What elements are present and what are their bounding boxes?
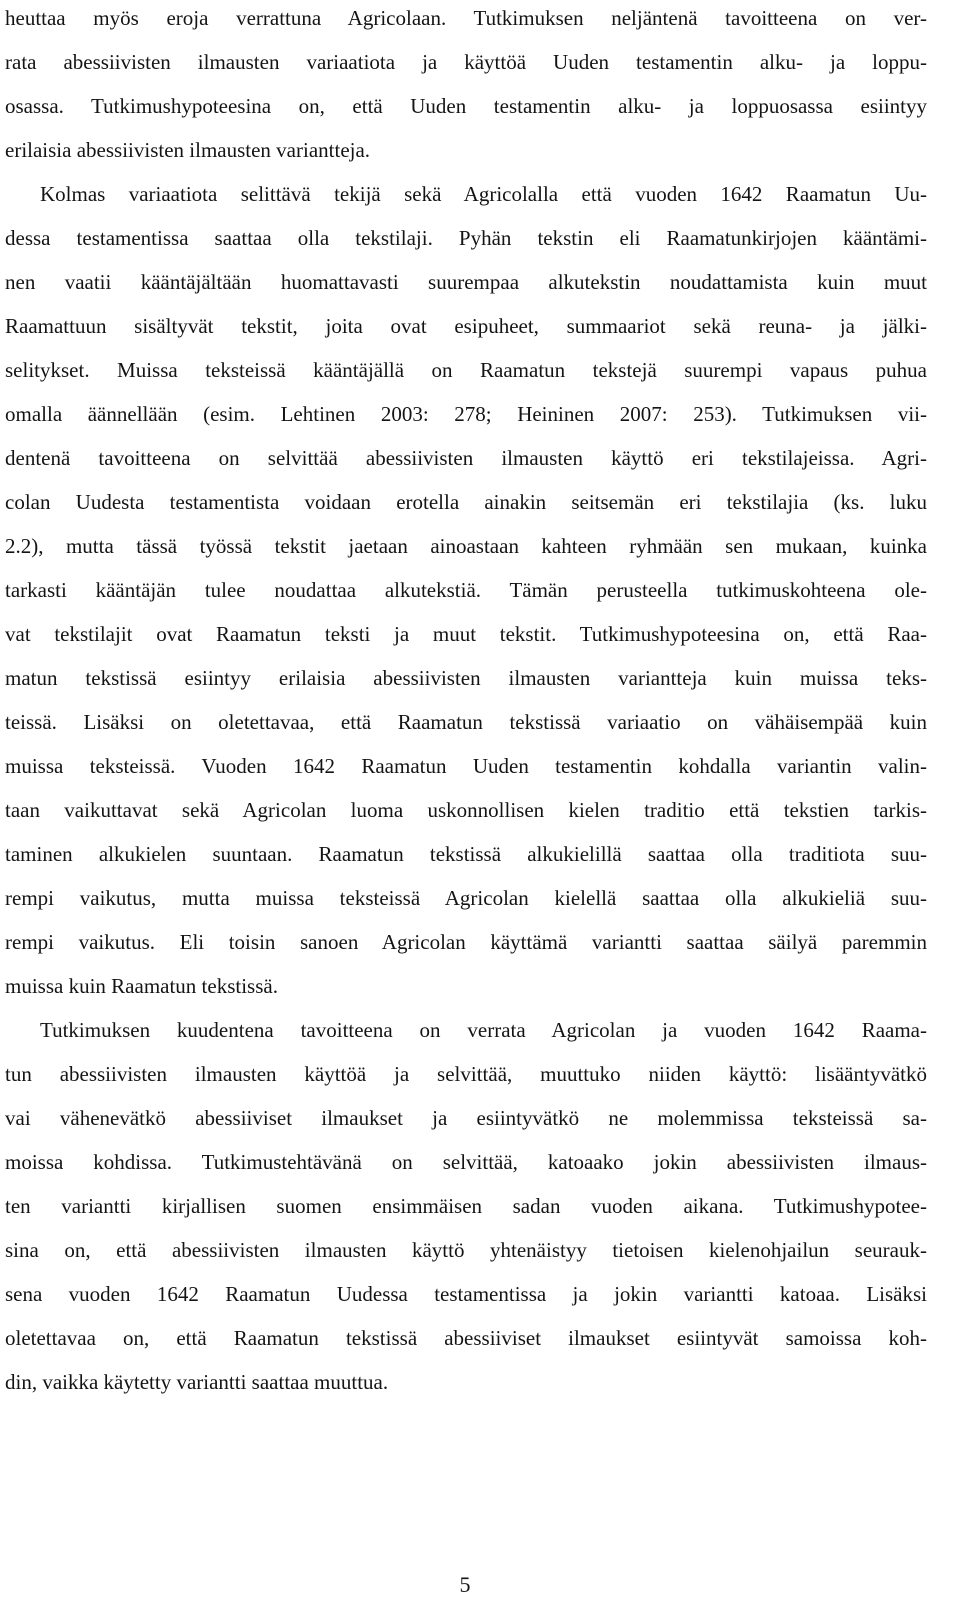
text-line: taan vaikuttavat sekä Agricolan luoma uskonnollisen kielen traditio että tekstien tarkis- (5, 798, 927, 822)
text-line: Raamattuun sisältyvät tekstit, joita ovat esipuheet, summaariot sekä reuna- ja jälki- (5, 314, 927, 338)
text-line: taminen alkukielen suuntaan. Raamatun tekstissä alkukielillä saattaa olla traditiota suu- (5, 842, 927, 866)
text-line: heuttaa myös eroja verrattuna Agricolaan. Tutkimuksen neljäntenä tavoitteena on ver- (5, 6, 927, 30)
text-line: omalla äännellään (esim. Lehtinen 2003: 278; Heininen 2007: 253). Tutkimuksen vii- (5, 402, 927, 426)
text-line: osassa. Tutkimushypoteesina on, että Uuden testamentin alku- ja loppuosassa esiintyy (5, 94, 927, 118)
text-line: sena vuoden 1642 Raamatun Uudessa testamentissa ja jokin variantti katoaa. Lisäksi (5, 1282, 927, 1306)
text-line: rata abessiivisten ilmausten variaatiota ja käyttöä Uuden testamentin alku- ja loppu- (5, 50, 927, 74)
text-line: din, vaikka käytetty variantti saattaa muuttua. (5, 1370, 389, 1394)
text-line: matun tekstissä esiintyy erilaisia abessiivisten ilmausten variantteja kuin muissa teks- (5, 666, 927, 690)
text-line: teissä. Lisäksi on oletettavaa, että Raamatun tekstissä variaatio on vähäisempää kuin (5, 710, 927, 734)
text-line: vat tekstilajit ovat Raamatun teksti ja muut tekstit. Tutkimushypoteesina on, että Raa- (5, 622, 927, 646)
text-line: Kolmas variaatiota selittävä tekijä sekä Agricolalla että vuoden 1642 Raamatun Uu- (40, 182, 927, 206)
text-line: sina on, että abessiivisten ilmausten käyttö yhtenäistyy tietoisen kielenohjailun seurauk- (5, 1238, 927, 1262)
text-line: Tutkimuksen kuudentena tavoitteena on verrata Agricolan ja vuoden 1642 Raama- (40, 1018, 927, 1042)
text-line: moissa kohdissa. Tutkimustehtävänä on selvittää, katoaako jokin abessiivisten ilmaus- (5, 1150, 927, 1174)
text-line: rempi vaikutus, mutta muissa teksteissä Agricolan kielellä saattaa olla alkukieliä suu- (5, 886, 927, 910)
text-line: selitykset. Muissa teksteissä kääntäjällä on Raamatun tekstejä suurempi vapaus puhua (5, 358, 927, 382)
text-line: rempi vaikutus. Eli toisin sanoen Agricolan käyttämä variantti saattaa säilyä paremmin (5, 930, 927, 954)
text-line: vai vähenevätkö abessiiviset ilmaukset ja esiintyvätkö ne molemmissa teksteissä sa- (5, 1106, 927, 1130)
text-line: muissa teksteissä. Vuoden 1642 Raamatun Uuden testamentin kohdalla variantin valin- (5, 754, 927, 778)
text-line: 2.2), mutta tässä työssä tekstit jaetaan ainoastaan kahteen ryhmään sen mukaan, kuinka (5, 534, 927, 558)
text-line: muissa kuin Raamatun tekstissä. (5, 974, 278, 998)
text-line: tarkasti kääntäjän tulee noudattaa alkutekstiä. Tämän perusteella tutkimuskohteena ole- (5, 578, 927, 602)
page-number: 5 (459, 1572, 471, 1597)
text-line: oletettavaa on, että Raamatun tekstissä abessiiviset ilmaukset esiintyvät samoissa koh- (5, 1326, 927, 1350)
text-line: dessa testamentissa saattaa olla tekstilaji. Pyhän tekstin eli Raamatunkirjojen kääntämi- (5, 226, 927, 250)
text-line: nen vaatii kääntäjältään huomattavasti suurempaa alkutekstin noudattamista kuin muut (5, 270, 927, 294)
text-line: ten variantti kirjallisen suomen ensimmäisen sadan vuoden aikana. Tutkimushypotee- (5, 1194, 927, 1218)
text-line: erilaisia abessiivisten ilmausten variantteja. (5, 138, 371, 162)
text-line: dentenä tavoitteena on selvittää abessiivisten ilmausten käyttö eri tekstilajeissa. Agri- (5, 446, 927, 470)
text-line: colan Uudesta testamentista voidaan erotella ainakin seitsemän eri tekstilajia (ks. luku (5, 490, 927, 514)
text-line: tun abessiivisten ilmausten käyttöä ja selvittää, muuttuko niiden käyttö: lisääntyvätkö (5, 1062, 927, 1086)
